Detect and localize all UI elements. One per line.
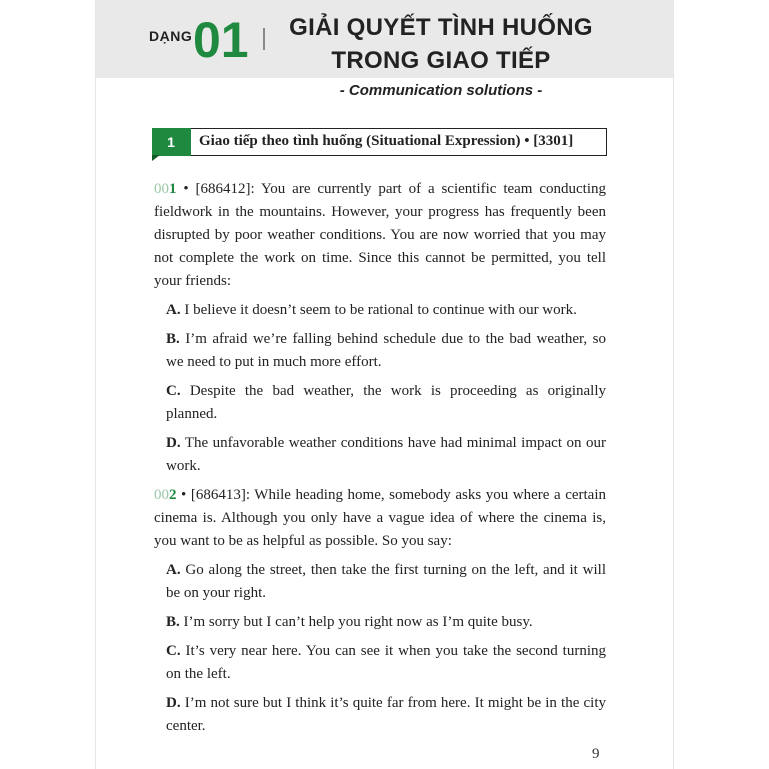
question-number: 1: [169, 181, 177, 197]
answer-option: [166, 380, 606, 426]
question-stem: [154, 178, 606, 293]
option-letter: C.: [166, 643, 181, 659]
option-letter: A.: [166, 302, 181, 318]
answer-option: [166, 559, 606, 605]
question-text: • [686412]: You are currently part of a scientific team conducting fieldwork in the mountains. However, your progress has frequently been disrupted by poor weather conditions. You are now worried that you may not complete the work on time. Since this cannot be permitted, you tell your friends:: [154, 181, 606, 289]
section-title: Giao tiếp theo tình huống (Situational Expression) • [3301]: [199, 133, 574, 149]
page-number: 9: [592, 746, 600, 762]
section-number: 1: [152, 128, 191, 156]
page-title-line-2: TRONG GIAO TIẾP: [331, 47, 551, 74]
answer-option: [166, 611, 606, 634]
question-text: • [686413]: While heading home, somebody asks you where a certain cinema is. Although you only have a vague idea of where the cinema is, you want to be as helpful as possible. So you say:: [154, 487, 606, 549]
option-letter: C.: [166, 383, 181, 399]
option-text: I believe it doesn’t seem to be rational to continue with our work.: [180, 302, 577, 318]
question-stem: [154, 484, 606, 553]
answer-option: [166, 299, 606, 322]
question-list: [154, 178, 606, 744]
answer-option: [166, 640, 606, 686]
header-band: [96, 0, 673, 78]
question-number-prefix: 00: [154, 487, 169, 503]
page-subtitle: - Communication solutions -: [339, 82, 543, 99]
option-letter: B.: [166, 331, 180, 347]
question-number-prefix: 00: [154, 181, 169, 197]
option-text: It’s very near here. You can see it when you take the second turning on the left.: [166, 643, 606, 682]
option-letter: D.: [166, 435, 181, 451]
section-heading: [152, 128, 607, 156]
type-label: DẠNG: [149, 28, 193, 44]
option-text: The unfavorable weather conditions have had minimal impact on our work.: [166, 435, 606, 474]
option-text: I’m sorry but I can’t help you right now as I’m quite busy.: [179, 614, 533, 630]
page-title-line-1: GIẢI QUYẾT TÌNH HUỐNG: [289, 14, 593, 41]
type-number: 01: [193, 12, 249, 68]
book-page: [96, 0, 673, 769]
option-text: I’m not sure but I think it’s quite far from here. It might be in the city center.: [166, 695, 606, 734]
section-tab-fold: [152, 155, 160, 161]
option-text: Go along the street, then take the first turning on the left, and it will be on your right.: [166, 562, 606, 601]
option-text: Despite the bad weather, the work is proceeding as originally planned.: [166, 383, 606, 422]
option-letter: B.: [166, 614, 180, 630]
option-letter: D.: [166, 695, 181, 711]
question-number: 2: [169, 487, 177, 503]
option-letter: A.: [166, 562, 181, 578]
option-text: I’m afraid we’re falling behind schedule due to the bad weather, so we need to put in much more effort.: [166, 331, 606, 370]
answer-option: [166, 692, 606, 738]
answer-option: [166, 328, 606, 374]
header-divider: [263, 28, 265, 50]
answer-option: [166, 432, 606, 478]
